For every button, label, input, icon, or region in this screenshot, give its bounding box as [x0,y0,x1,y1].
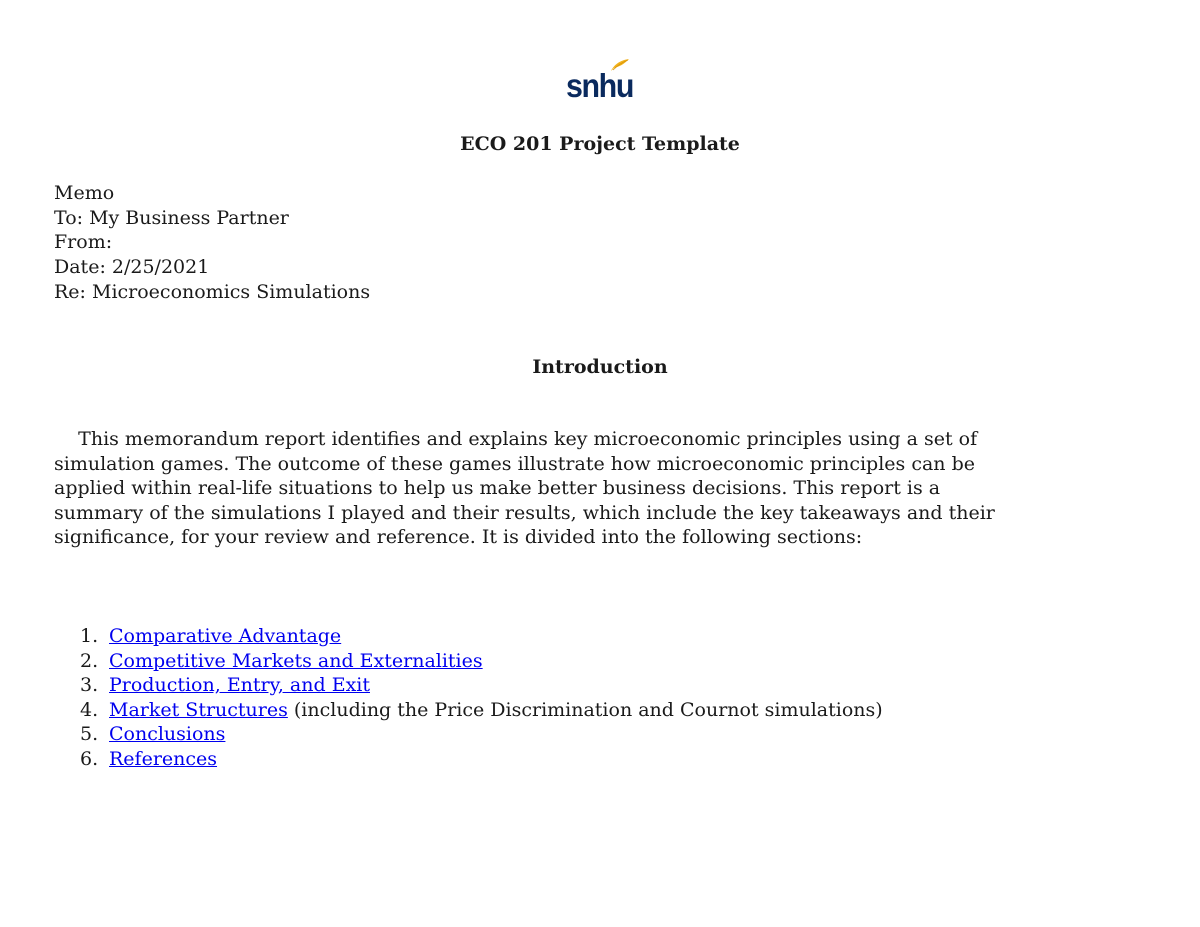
introduction-heading: Introduction [532,356,668,378]
list-item [80,673,883,698]
list-number: 3. [80,674,99,697]
list-item [80,698,883,723]
memo-date: Date: 2/25/2021 [54,256,210,279]
memo-to: To: My Business Partner [54,206,289,229]
paragraph-line: significance, for your review and reference. It is divided into the following sections: [54,526,863,549]
list-item [80,747,883,772]
paragraph-line: simulation games. The outcome of these games illustrate how microeconomic principles can be [54,452,975,475]
list-number: 1. [80,625,99,647]
section-link-competitive-markets[interactable]: Competitive Markets and Externalities [109,649,483,672]
paragraph-line: applied within real-life situations to help us make better business decisions. This report is a [54,477,941,500]
list-number: 5. [80,723,99,746]
sections-list [80,624,883,772]
paragraph-line: This memorandum report identifies and explains key microeconomic principles using a set of [54,428,978,450]
paragraph-line: summary of the simulations I played and their results, which include the key takeaways and their [54,501,995,524]
leaf-icon [610,58,630,72]
introduction-paragraph [54,427,1154,550]
snhu-logo [566,58,632,102]
memo-block [54,181,370,305]
list-number: 6. [80,747,99,770]
section-link-production-entry-exit[interactable]: Production, Entry, and Exit [109,674,370,697]
document-title: ECO 201 Project Template [460,133,740,155]
section-link-comparative-advantage[interactable]: Comparative Advantage [109,625,342,647]
list-item [80,722,883,747]
memo-label: Memo [54,182,115,204]
section-link-references[interactable]: References [109,747,218,770]
list-number: 4. [80,698,99,721]
list-item [80,624,883,649]
logo-text: snhu [566,67,634,104]
list-item-note: (including the Price Discrimination and Cournot simulations) [287,698,883,721]
list-number: 2. [80,649,99,672]
memo-re: Re: Microeconomics Simulations [54,280,371,303]
memo-from: From: [54,231,113,254]
section-link-market-structures[interactable]: Market Structures [109,698,288,721]
list-item [80,649,883,674]
section-link-conclusions[interactable]: Conclusions [109,723,226,746]
